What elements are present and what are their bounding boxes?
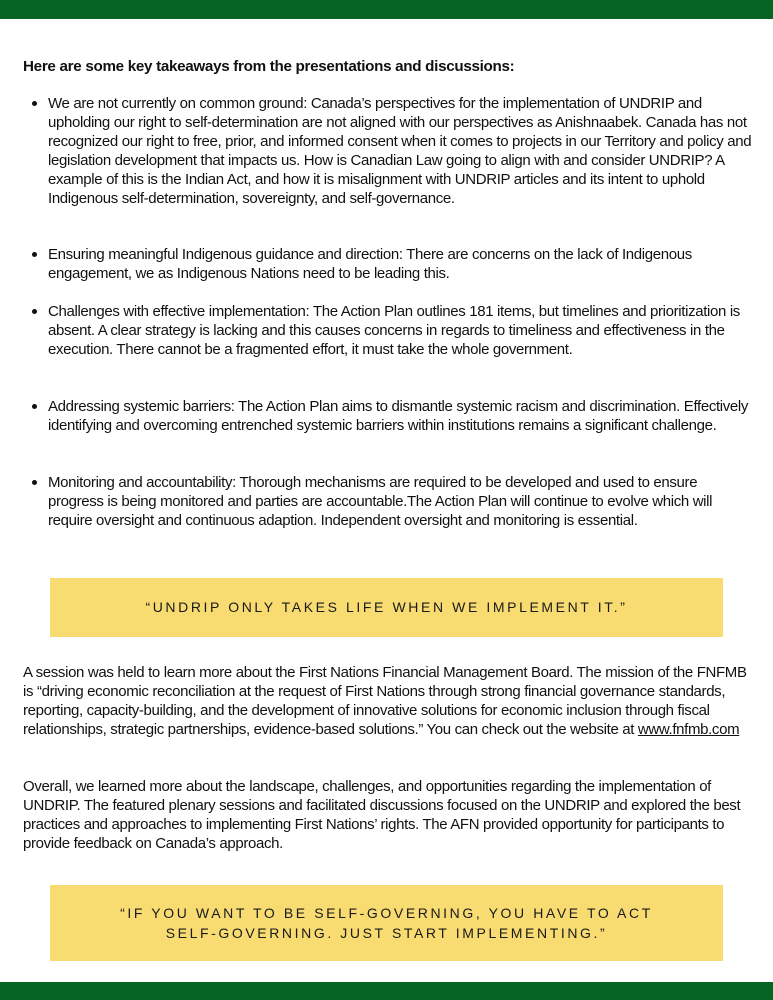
list-item	[0, 302, 753, 359]
list-item-text: Ensuring meaningful Indigenous guidance and direction: There are concerns on the lack of Indigenous engagement, we as Indigenous Nations need to be leading this.	[48, 246, 692, 282]
list-item-text: We are not currently on common ground: Canada’s perspectives for the implementation of UNDRIP and upholding our right to self-determination are not aligned with our perspectives as Anishnaabek. Canada has not recognized our right to free, prior, and informed consent when it comes to projects in our Territory and policy and legislation development that impacts us. How is Canadian Law going to align with and consider UNDRIP? A example of this is the Indian Act, and how it is misalignment with UNDRIP articles and its intent to uphold Indigenous self-determination, sovereignty, and self-governance.	[48, 95, 752, 207]
list-item-text: Monitoring and accountability: Thorough mechanisms are required to be developed and used to ensure progress is being monitored and parties are accountable.The Action Plan will continue to evolve which will require oversight and continuous adaption. Independent oversight and monitoring is essential.	[48, 474, 713, 529]
list-item	[0, 245, 753, 283]
list-item	[0, 94, 753, 208]
list-item-text: Addressing systemic barriers: The Action Plan aims to dismantle systemic racism and discrimination. Effectively identifying and overcoming entrenched systemic barriers within institutions remains a significant challenge.	[48, 398, 749, 434]
fnfmb-website-link[interactable]: www.fnfmb.com	[637, 721, 740, 738]
summary-paragraph: Overall, we learned more about the landscape, challenges, and opportunities regarding the implementation of UNDRIP. The featured plenary sessions and facilitated discussions focused on the UNDRIP and explored the best practices and approaches to implementing First Nations’ rights. The AFN provided opportunity for participants to provide feedback on Canada’s approach.	[23, 778, 741, 852]
list-item	[0, 397, 753, 435]
bottom-green-bar	[0, 982, 773, 1000]
quote-callout-self-governing	[50, 885, 723, 961]
list-item-text: Challenges with effective implementation: The Action Plan outlines 181 items, but timelines and prioritization is absent. A clear strategy is lacking and this causes concerns in regards to timeliness and effectiveness in the execution. There cannot be a fragmented effort, it must take the whole government.	[48, 303, 740, 358]
quote-line-2: SELF-GOVERNING. JUST START IMPLEMENTING.”	[165, 925, 608, 941]
bullet-icon	[32, 101, 37, 106]
bullet-icon	[32, 404, 37, 409]
quote-text: “UNDRIP ONLY TAKES LIFE WHEN WE IMPLEMENT IT.”	[145, 599, 628, 616]
quote-line-1: “IF YOU WANT TO BE SELF-GOVERNING, YOU HAVE TO ACT	[120, 904, 653, 921]
list-item	[0, 473, 753, 530]
bullet-icon	[32, 480, 37, 485]
quote-callout-undrip	[50, 578, 723, 637]
paragraph-text: A session was held to learn more about the First Nations Financial Management Board. The mission of the FNFMB is “driving economic reconciliation at the request of First Nations through strong financial governance standards, reporting, capacity-building, and the development of innovative solutions for economic inclusion through fiscal relationships, strategic partnerships, evidence-based solutions.” You can check out the website at	[23, 664, 747, 738]
section-heading: Here are some key takeaways from the presentations and discussions:	[23, 58, 515, 75]
bullet-icon	[32, 252, 37, 257]
fnfmb-paragraph	[23, 663, 758, 739]
top-green-bar	[0, 0, 773, 19]
bullet-icon	[32, 309, 37, 314]
